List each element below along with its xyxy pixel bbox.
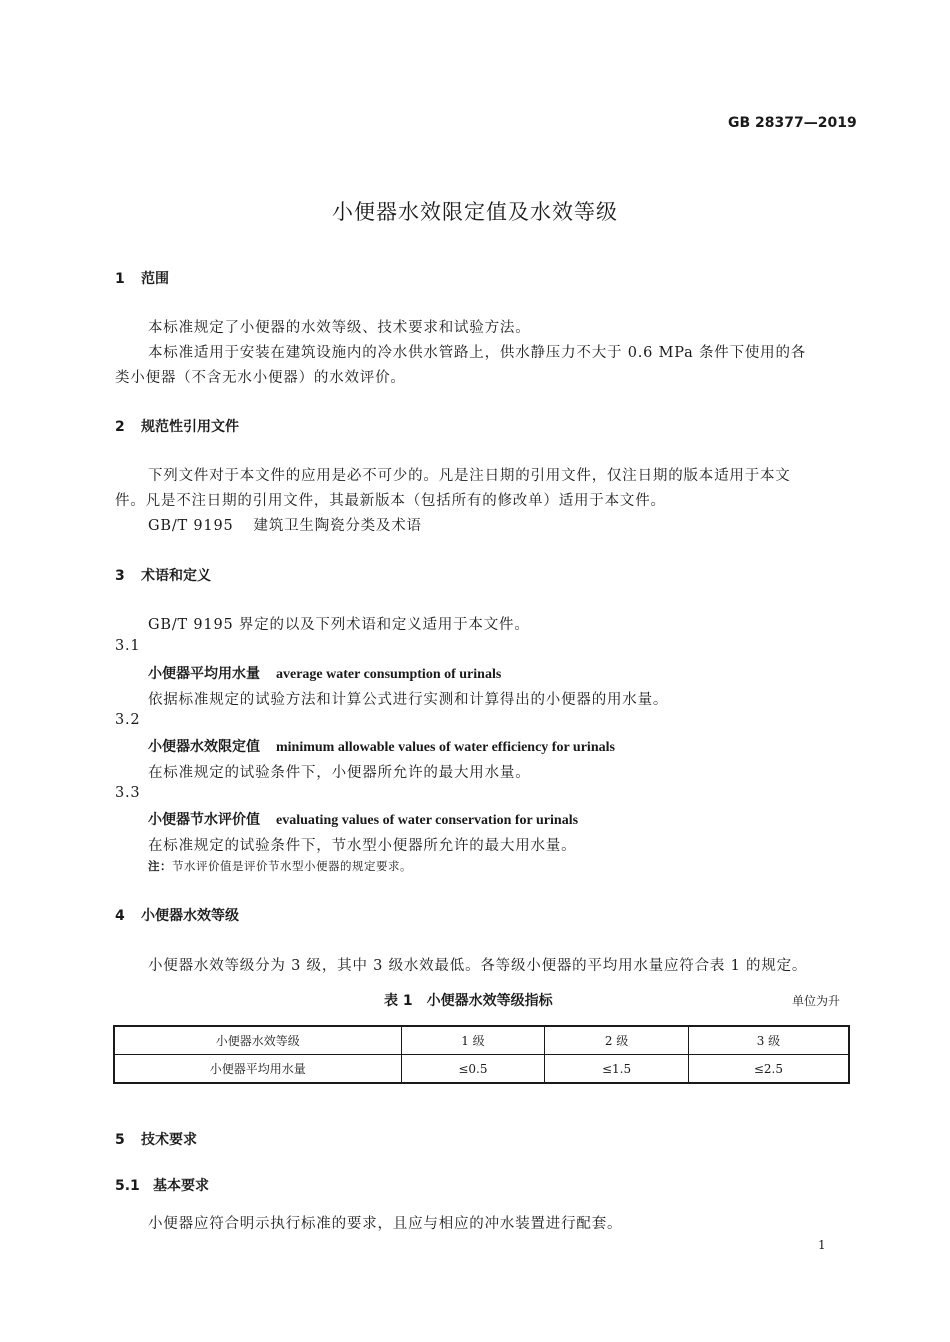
- table-caption: 表 1 小便器水效等级指标: [384, 993, 553, 1009]
- section-3-heading: [115, 565, 211, 585]
- term-number: 3.2: [115, 712, 141, 728]
- subsection-number: 5.1: [115, 1178, 140, 1194]
- term-zh: 小便器节水评价值: [148, 812, 260, 828]
- term-definition: 在标准规定的试验条件下，节水型小便器所允许的最大用水量。: [148, 838, 577, 854]
- note-text: 节水评价值是评价节水型小便器的规定要求。: [172, 859, 412, 873]
- section-title: 范围: [141, 271, 169, 287]
- paragraph-continuation: 类小便器（不含无水小便器）的水效评价。: [115, 370, 406, 386]
- paragraph: 小便器应符合明示执行标准的要求，且应与相应的冲水装置进行配套。: [148, 1216, 623, 1232]
- water-efficiency-table: [113, 1025, 850, 1084]
- paragraph: GB/T 9195 界定的以及下列术语和定义适用于本文件。: [148, 617, 530, 633]
- term-definition: 在标准规定的试验条件下，小便器所允许的最大用水量。: [148, 765, 531, 781]
- term-heading: [148, 736, 615, 756]
- standard-number: GB 28377—2019: [728, 115, 857, 131]
- section-title: 术语和定义: [141, 568, 211, 584]
- normative-reference: [148, 514, 422, 535]
- table-cell: ≤2.5: [688, 1055, 849, 1084]
- section-number: 1: [115, 271, 125, 287]
- term-number: 3.1: [115, 638, 141, 654]
- note: [148, 858, 412, 874]
- table-cell: 小便器平均用水量: [114, 1055, 401, 1084]
- table-cell: ≤1.5: [545, 1055, 689, 1084]
- term-en: average water consumption of urinals: [276, 667, 502, 682]
- table-header-cell: 3 级: [688, 1026, 849, 1055]
- section-5-heading: [115, 1129, 197, 1149]
- section-number: 4: [115, 908, 125, 924]
- term-heading: [148, 663, 501, 683]
- table-header-cell: 1 级: [401, 1026, 545, 1055]
- document-title: 小便器水效限定值及水效等级: [332, 200, 618, 224]
- table-cell: ≤0.5: [401, 1055, 545, 1084]
- section-number: 3: [115, 568, 125, 584]
- section-number: 5: [115, 1132, 125, 1148]
- note-label: 注：: [148, 859, 172, 873]
- section-title: 技术要求: [141, 1132, 197, 1148]
- paragraph: 本标准适用于安装在建筑设施内的冷水供水管路上，供水静压力不大于 0.6 MPa 条件下使用的各: [148, 345, 807, 361]
- section-1-heading: [115, 268, 169, 288]
- term-zh: 小便器平均用水量: [148, 666, 260, 682]
- section-4-heading: [115, 905, 239, 925]
- table-unit: 单位为升: [792, 994, 841, 1008]
- subsection-5-1-heading: [115, 1175, 209, 1195]
- paragraph: 下列文件对于本文件的应用是必不可少的。凡是注日期的引用文件，仅注日期的版本适用于本文: [148, 468, 791, 484]
- term-heading: [148, 809, 578, 829]
- section-2-heading: [115, 416, 239, 436]
- section-title: 小便器水效等级: [141, 908, 239, 924]
- term-definition: 依据标准规定的试验方法和计算公式进行实测和计算得出的小便器的用水量。: [148, 692, 669, 708]
- table-header-row: [114, 1026, 849, 1055]
- term-number: 3.3: [115, 785, 141, 801]
- reference-title: 建筑卫生陶瓷分类及术语: [253, 518, 422, 534]
- section-number: 2: [115, 419, 125, 435]
- paragraph-continuation: 件。凡是不注日期的引用文件，其最新版本（包括所有的修改单）适用于本文件。: [115, 493, 666, 509]
- table-header-cell: 小便器水效等级: [114, 1026, 401, 1055]
- paragraph: 本标准规定了小便器的水效等级、技术要求和试验方法。: [148, 320, 531, 336]
- table-header-cell: 2 级: [545, 1026, 689, 1055]
- term-en: minimum allowable values of water efficiency for urinals: [276, 740, 615, 755]
- term-zh: 小便器水效限定值: [148, 739, 260, 755]
- term-en: evaluating values of water conservation for urinals: [276, 813, 579, 828]
- paragraph: 小便器水效等级分为 3 级，其中 3 级水效最低。各等级小便器的平均用水量应符合表 1 的规定。: [148, 958, 808, 974]
- section-title: 规范性引用文件: [141, 419, 239, 435]
- table-row: [114, 1055, 849, 1084]
- subsection-title: 基本要求: [153, 1178, 209, 1194]
- page-number: 1: [818, 1238, 826, 1252]
- reference-code: GB/T 9195: [148, 518, 234, 534]
